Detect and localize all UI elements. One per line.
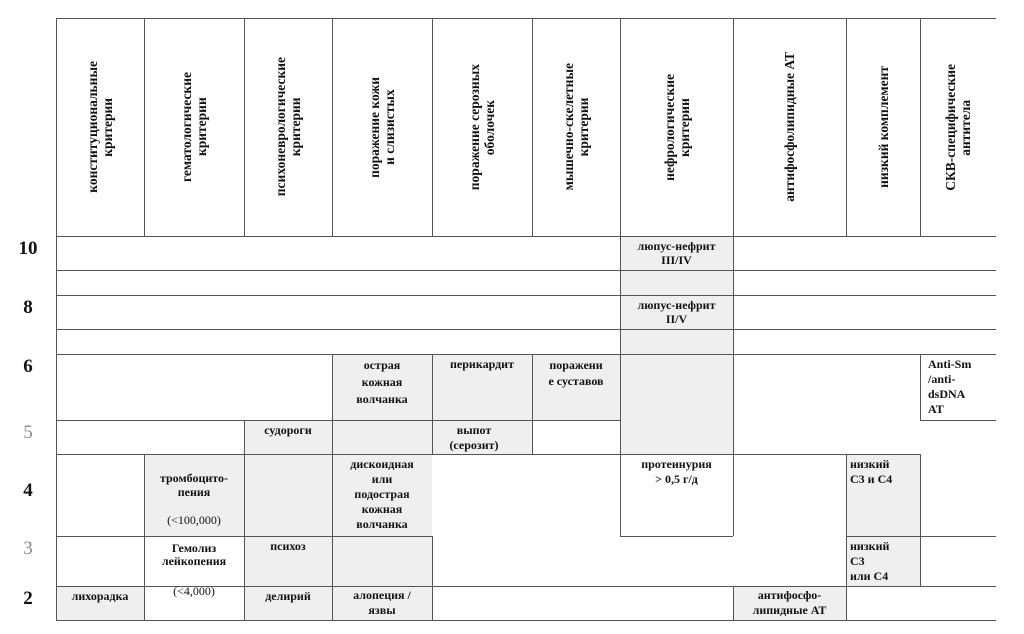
header-renal [620,18,733,236]
points-3: 3 [23,538,33,559]
hline-8-bottom [56,329,996,330]
leukopenia-value: (<4,000) [173,584,215,598]
cell-lupus-nephritis-3-4: люпус-нефрит III/IV [637,239,716,267]
cell-discoid-lupus: дискоидная или подострая кожная волчанка [350,457,414,531]
cell-lupus-nephritis-2-5: люпус-нефрит II/V [637,298,716,326]
header-hematologic [144,18,244,236]
header-mucocutaneous [332,18,432,236]
thrombocytopenia-label: тромбоцито- пения [159,471,229,499]
cell-seizures: судороги [264,423,312,437]
hemolysis-label: Гемолиз [171,541,217,555]
hline-5-top-left [56,420,620,421]
cell-fever: лихорадка [71,589,129,603]
hline-3-top-b [620,536,733,537]
header-neuropsychiatric-label: психоневрологические критерии [273,57,303,197]
cell-proteinuria: протеинурия > 0,5 г/д [641,457,712,486]
cell-alopecia-ulcers: алопеция / язвы [353,588,411,617]
vline-920-4-3 [920,454,921,586]
vline-renal-left [620,236,621,536]
hline-4-top [56,454,920,455]
header-hematologic-label: гематологические критерии [179,71,209,183]
points-2: 2 [23,588,33,609]
header-antiphospholipid-label: антифосфолипидные АТ [782,52,797,202]
header-sle-antibodies [920,18,996,236]
cell-anti-sm-dsdna: Anti-Sm /anti- dsDNA AT [928,357,972,416]
header-neuropsychiatric [244,18,332,236]
hline-10-bottom [56,270,996,271]
hline-header-bottom [56,236,996,237]
header-serosal-label: поражение серозных оболочек [467,63,497,191]
header-sle-antibodies-label: СКВ-специфические антитела [943,63,973,191]
cell-pericarditis: перикардит [450,357,514,371]
vline-renal-right [733,236,734,536]
header-constitutional [56,18,144,236]
cell-low-c3-or-c4: низкий С3 или С4 [850,539,890,583]
header-low-complement-label: низкий комплемент [875,66,891,188]
thrombocytopenia-value: (<100,000) [167,513,221,527]
points-5: 5 [23,422,33,443]
header-musculoskeletal [532,18,620,236]
cell-leukopenia [144,539,244,614]
header-constitutional-label: конституциональные критерии [85,61,115,193]
points-4: 4 [23,480,33,501]
cell-effusion: выпот (серозит) [449,423,499,452]
cell-low-c3-and-c4: низкий С3 и С4 [850,457,893,486]
header-musculoskeletal-label: мышечно-скелетные критерии [561,63,591,191]
points-6: 6 [23,356,33,377]
hline-3-top-c [846,536,996,537]
hline-6-top [56,354,996,355]
vline-920-6 [920,354,921,420]
header-antiphospholipid [733,18,846,236]
cell-delirium: делирий [265,589,311,603]
header-serosal [432,18,532,236]
hline-5-top-right [920,420,996,421]
cell-joint-involvement: поражени е суставов [548,358,604,388]
cell-psychosis: психоз [270,539,306,553]
points-8: 8 [23,297,33,318]
vline-432-3-2 [432,536,433,620]
leukopenia-label: лейкопения [161,554,227,568]
header-renal-label: нефрологические критерии [661,73,692,181]
header-mucocutaneous-label: поражение кожи и слизистых [367,76,397,178]
shade-renal-upper [620,236,733,454]
points-10: 10 [18,238,38,259]
vline-left-body [56,236,57,620]
header-low-complement [846,18,920,236]
hline-bottom [56,620,996,621]
hline-8-top [56,295,996,296]
cell-acute-cutaneous-lupus: острая кожная волчанка [356,358,408,406]
cell-antiphospholipid-ab: антифосфо- липидные АТ [752,588,827,617]
vline-846-body [846,454,847,620]
